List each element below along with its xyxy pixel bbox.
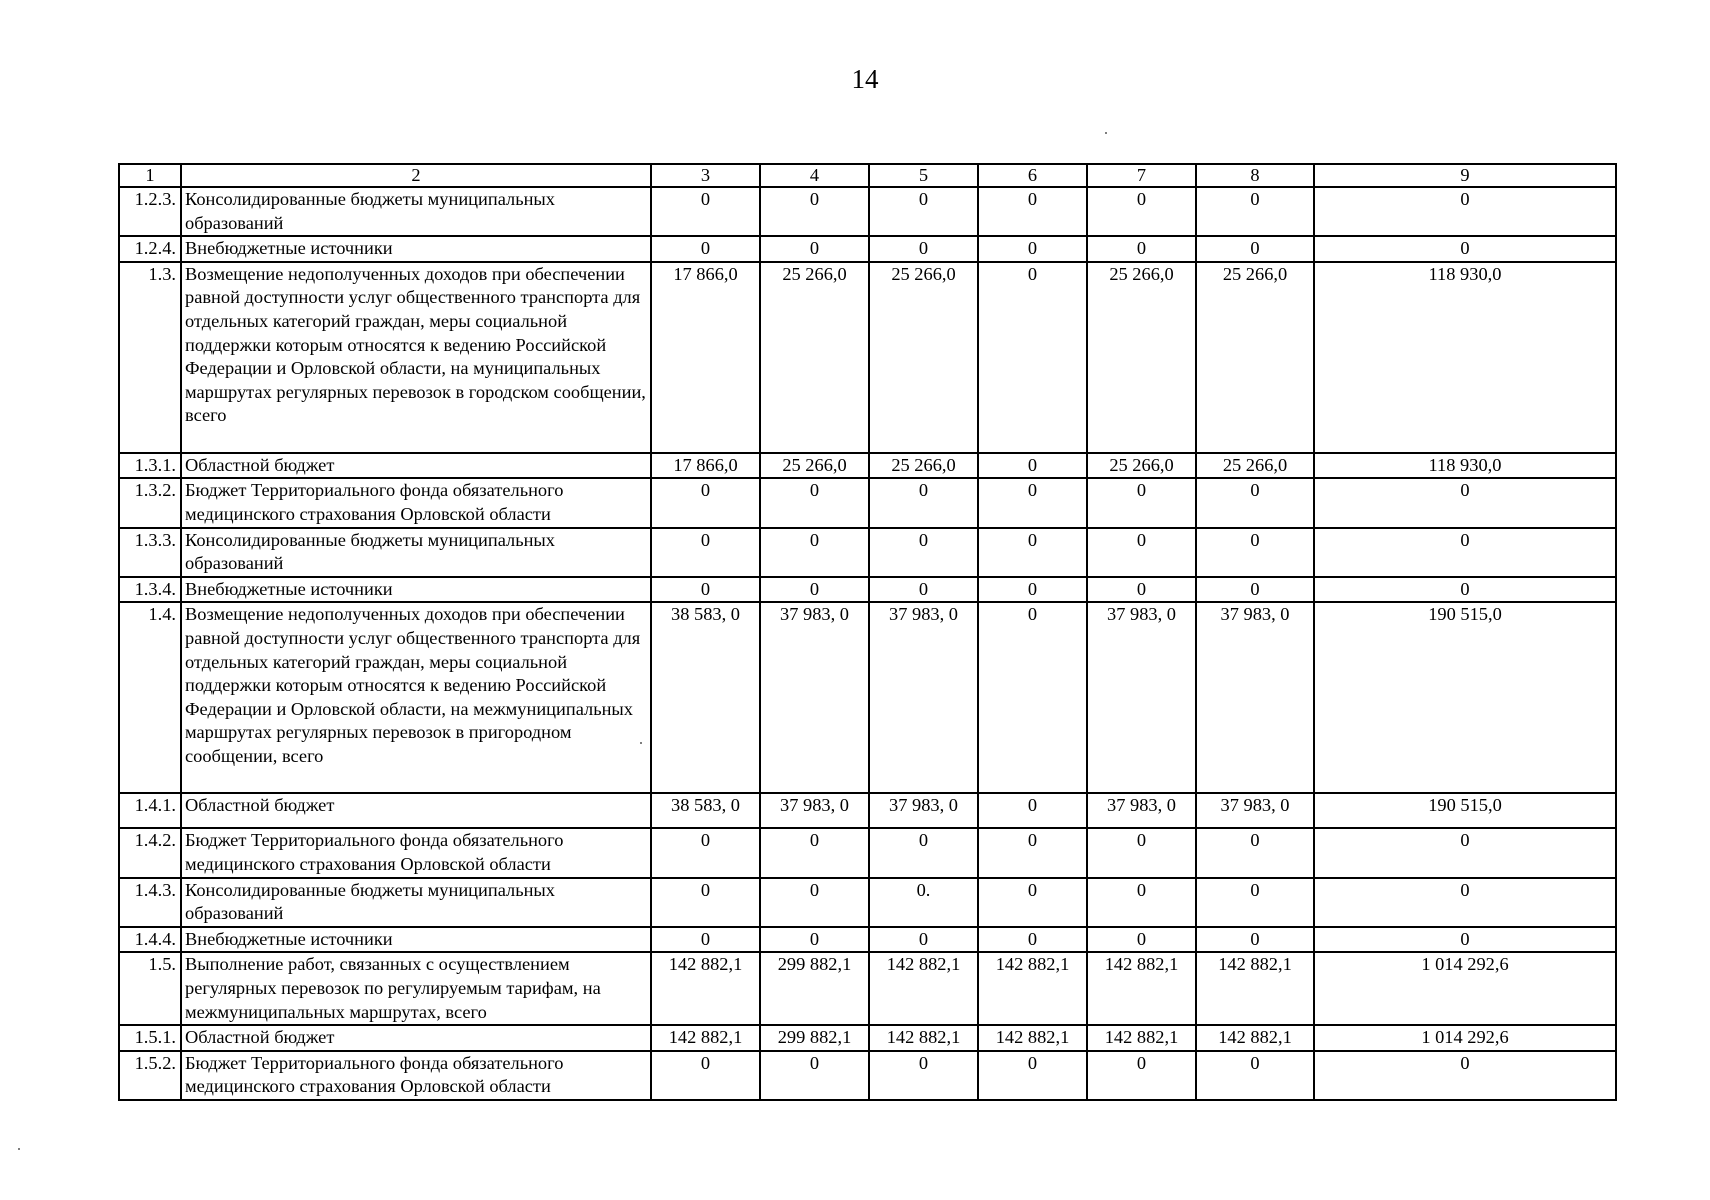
- value-cell: 0: [1314, 528, 1616, 577]
- header-cell: 3: [651, 164, 760, 187]
- value-cell: 0: [978, 793, 1087, 828]
- value-cell: 0: [1314, 927, 1616, 953]
- value-cell: 17 866,0: [651, 262, 760, 453]
- value-cell: 142 882,1: [651, 1025, 760, 1051]
- row-number: 1.4.4.: [119, 927, 181, 953]
- value-cell: 0: [651, 1051, 760, 1100]
- value-cell: 37 983, 0: [1196, 602, 1314, 793]
- value-cell: 0.: [869, 878, 978, 927]
- header-cell: 4: [760, 164, 869, 187]
- row-title: Внебюджетные источники: [181, 927, 651, 953]
- value-cell: 142 882,1: [1087, 952, 1196, 1025]
- value-cell: 190 515,0: [1314, 602, 1616, 793]
- value-cell: 1 014 292,6: [1314, 1025, 1616, 1051]
- value-cell: 0: [1314, 577, 1616, 603]
- scan-speck: [640, 742, 642, 744]
- row-title: Консолидированные бюджеты муниципальных образований: [181, 878, 651, 927]
- value-cell: 0: [1087, 1051, 1196, 1100]
- value-cell: 0: [651, 927, 760, 953]
- row-number: 1.5.: [119, 952, 181, 1025]
- value-cell: 0: [1087, 528, 1196, 577]
- header-cell: 5: [869, 164, 978, 187]
- row-number: 1.3.4.: [119, 577, 181, 603]
- value-cell: 0: [869, 927, 978, 953]
- value-cell: 142 882,1: [1087, 1025, 1196, 1051]
- row-title: Выполнение работ, связанных с осуществлением регулярных перевозок по регулируемым тарифам, на межмуниципальных маршрутах, всего: [181, 952, 651, 1025]
- row-title: Областной бюджет: [181, 793, 651, 828]
- header-cell: 1: [119, 164, 181, 187]
- value-cell: 0: [869, 828, 978, 877]
- row-number: 1.2.3.: [119, 187, 181, 236]
- value-cell: 0: [760, 528, 869, 577]
- value-cell: 0: [1087, 878, 1196, 927]
- value-cell: 0: [978, 927, 1087, 953]
- value-cell: 0: [869, 528, 978, 577]
- value-cell: 0: [978, 1051, 1087, 1100]
- value-cell: 142 882,1: [978, 952, 1087, 1025]
- value-cell: 0: [978, 187, 1087, 236]
- row-number: 1.3.2.: [119, 478, 181, 527]
- row-number: 1.4.2.: [119, 828, 181, 877]
- value-cell: 0: [1087, 828, 1196, 877]
- row-number: 1.3.: [119, 262, 181, 453]
- value-cell: 0: [1196, 1051, 1314, 1100]
- value-cell: 38 583, 0: [651, 793, 760, 828]
- value-cell: 0: [1196, 236, 1314, 262]
- row-number: 1.3.3.: [119, 528, 181, 577]
- row-title: Возмещение недополученных доходов при обеспечении равной доступности услуг общественного транспорта для отдельных категорий граждан, меры социальной поддержки которым относятся к ведению Российской Федерации и Орловской области, на межмуниципальных маршрутах регулярных перевозок в пригородном сообщении, всего: [181, 602, 651, 793]
- value-cell: 38 583, 0: [651, 602, 760, 793]
- value-cell: 0: [760, 828, 869, 877]
- value-cell: 0: [1087, 236, 1196, 262]
- value-cell: 37 983, 0: [869, 602, 978, 793]
- table-row: [119, 577, 1616, 603]
- value-cell: 0: [1196, 478, 1314, 527]
- table-row: [119, 528, 1616, 577]
- table-row: [119, 478, 1616, 527]
- value-cell: 0: [869, 1051, 978, 1100]
- value-cell: 118 930,0: [1314, 262, 1616, 453]
- value-cell: 0: [651, 828, 760, 877]
- value-cell: 0: [978, 528, 1087, 577]
- value-cell: 0: [760, 927, 869, 953]
- value-cell: 0: [1314, 828, 1616, 877]
- scan-speck: [18, 1148, 20, 1150]
- row-title: Бюджет Территориального фонда обязательного медицинского страхования Орловской области: [181, 828, 651, 877]
- value-cell: 0: [978, 577, 1087, 603]
- value-cell: 0: [1196, 927, 1314, 953]
- value-cell: 0: [869, 236, 978, 262]
- table-header-row: [119, 164, 1616, 187]
- row-title: Бюджет Территориального фонда обязательного медицинского страхования Орловской области: [181, 1051, 651, 1100]
- value-cell: 0: [651, 187, 760, 236]
- value-cell: 0: [978, 478, 1087, 527]
- value-cell: 0: [1087, 577, 1196, 603]
- value-cell: 0: [1087, 927, 1196, 953]
- value-cell: 190 515,0: [1314, 793, 1616, 828]
- row-title: Возмещение недополученных доходов при обеспечении равной доступности услуг общественного транспорта для отдельных категорий граждан, меры социальной поддержки которым относятся к ведению Российской Федерации и Орловской области, на муниципальных маршрутах регулярных перевозок в городском сообщении, всего: [181, 262, 651, 453]
- value-cell: 0: [651, 528, 760, 577]
- table-row: [119, 952, 1616, 1025]
- value-cell: 0: [1196, 528, 1314, 577]
- value-cell: 17 866,0: [651, 453, 760, 479]
- value-cell: 0: [760, 1051, 869, 1100]
- value-cell: 25 266,0: [1087, 453, 1196, 479]
- value-cell: 299 882,1: [760, 1025, 869, 1051]
- page-number: 14: [851, 64, 879, 94]
- header-cell: 7: [1087, 164, 1196, 187]
- value-cell: 25 266,0: [760, 453, 869, 479]
- value-cell: 0: [1314, 187, 1616, 236]
- value-cell: 0: [1196, 878, 1314, 927]
- value-cell: 0: [651, 236, 760, 262]
- value-cell: 0: [1196, 577, 1314, 603]
- value-cell: 142 882,1: [869, 1025, 978, 1051]
- value-cell: 142 882,1: [651, 952, 760, 1025]
- value-cell: 0: [978, 236, 1087, 262]
- value-cell: 142 882,1: [1196, 952, 1314, 1025]
- value-cell: 0: [978, 262, 1087, 453]
- value-cell: 0: [760, 478, 869, 527]
- table-row: [119, 927, 1616, 953]
- row-number: 1.4.3.: [119, 878, 181, 927]
- value-cell: 0: [760, 878, 869, 927]
- table-row: [119, 828, 1616, 877]
- row-title: Областной бюджет: [181, 1025, 651, 1051]
- scan-speck: [1105, 132, 1107, 134]
- value-cell: 299 882,1: [760, 952, 869, 1025]
- table-row: [119, 453, 1616, 479]
- value-cell: 0: [1087, 187, 1196, 236]
- value-cell: 0: [651, 878, 760, 927]
- value-cell: 0: [760, 236, 869, 262]
- value-cell: 0: [869, 478, 978, 527]
- row-title: Внебюджетные источники: [181, 236, 651, 262]
- value-cell: 25 266,0: [1196, 453, 1314, 479]
- value-cell: 118 930,0: [1314, 453, 1616, 479]
- value-cell: 37 983, 0: [869, 793, 978, 828]
- value-cell: 0: [651, 478, 760, 527]
- header-cell: 8: [1196, 164, 1314, 187]
- row-number: 1.4.: [119, 602, 181, 793]
- table-row: [119, 602, 1616, 793]
- table-row: [119, 236, 1616, 262]
- row-title: Областной бюджет: [181, 453, 651, 479]
- value-cell: 0: [651, 577, 760, 603]
- table-row: [119, 878, 1616, 927]
- value-cell: 37 983, 0: [760, 793, 869, 828]
- value-cell: 0: [1314, 1051, 1616, 1100]
- value-cell: 0: [1196, 187, 1314, 236]
- value-cell: 37 983, 0: [760, 602, 869, 793]
- table-row: [119, 1051, 1616, 1100]
- header-cell: 2: [181, 164, 651, 187]
- value-cell: 25 266,0: [1196, 262, 1314, 453]
- value-cell: 25 266,0: [1087, 262, 1196, 453]
- budget-table: [118, 163, 1617, 1101]
- value-cell: 37 983, 0: [1087, 602, 1196, 793]
- value-cell: 0: [1087, 478, 1196, 527]
- row-title: Консолидированные бюджеты муниципальных образований: [181, 187, 651, 236]
- value-cell: 37 983, 0: [1087, 793, 1196, 828]
- value-cell: 142 882,1: [1196, 1025, 1314, 1051]
- row-number: 1.5.1.: [119, 1025, 181, 1051]
- table-row: [119, 262, 1616, 453]
- header-cell: 6: [978, 164, 1087, 187]
- value-cell: 0: [869, 187, 978, 236]
- row-title: Бюджет Территориального фонда обязательного медицинского страхования Орловской области: [181, 478, 651, 527]
- value-cell: 25 266,0: [760, 262, 869, 453]
- value-cell: 1 014 292,6: [1314, 952, 1616, 1025]
- table-row: [119, 1025, 1616, 1051]
- table-row: [119, 793, 1616, 828]
- row-title: Внебюджетные источники: [181, 577, 651, 603]
- value-cell: 25 266,0: [869, 453, 978, 479]
- table-body: [119, 164, 1616, 1100]
- row-number: 1.2.4.: [119, 236, 181, 262]
- value-cell: 37 983, 0: [1196, 793, 1314, 828]
- value-cell: 0: [978, 878, 1087, 927]
- value-cell: 0: [978, 828, 1087, 877]
- value-cell: 0: [869, 577, 978, 603]
- value-cell: 0: [1314, 878, 1616, 927]
- value-cell: 0: [760, 577, 869, 603]
- value-cell: 0: [760, 187, 869, 236]
- value-cell: 0: [978, 453, 1087, 479]
- row-number: 1.3.1.: [119, 453, 181, 479]
- row-number: 1.5.2.: [119, 1051, 181, 1100]
- row-number: 1.4.1.: [119, 793, 181, 828]
- table-row: [119, 187, 1616, 236]
- value-cell: 142 882,1: [869, 952, 978, 1025]
- value-cell: 25 266,0: [869, 262, 978, 453]
- value-cell: 0: [1314, 236, 1616, 262]
- value-cell: 0: [978, 602, 1087, 793]
- header-cell: 9: [1314, 164, 1616, 187]
- value-cell: 0: [1314, 478, 1616, 527]
- value-cell: 142 882,1: [978, 1025, 1087, 1051]
- row-title: Консолидированные бюджеты муниципальных образований: [181, 528, 651, 577]
- value-cell: 0: [1196, 828, 1314, 877]
